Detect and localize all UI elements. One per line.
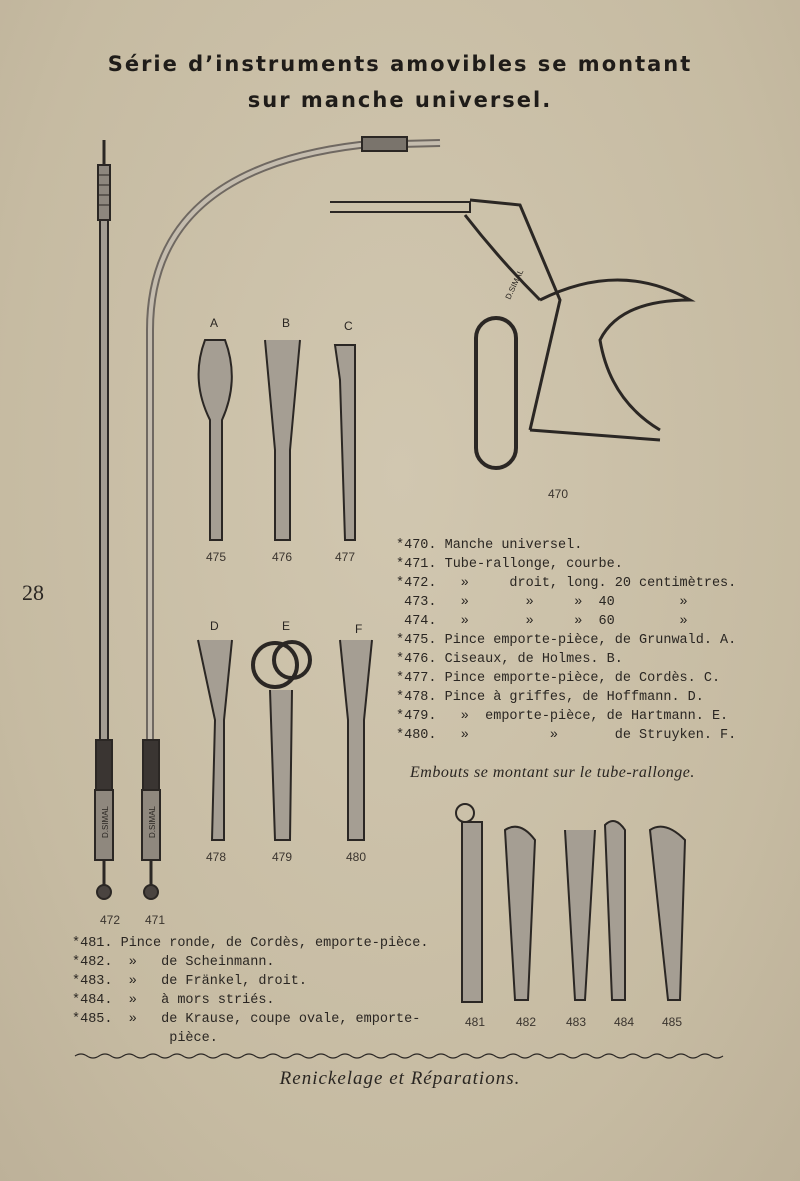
list-item: *475. Pince emporte-pièce, de Grunwald. A. xyxy=(396,633,737,648)
label-470: 470 xyxy=(548,487,569,501)
embouts-heading: Embouts se montant sur le tube-rallonge. xyxy=(410,764,695,781)
list-item: *479. » emporte-pièce, de Hartmann. E. xyxy=(396,709,729,724)
list-item: *477. Pince emporte-pièce, de Cordès. C. xyxy=(396,671,721,686)
list-item: *472. » droit, long. 20 centimètres. xyxy=(396,576,737,591)
instrument-list-embouts xyxy=(72,934,428,1048)
list-item: *484. » à mors striés. xyxy=(72,993,275,1008)
list-item: *476. Ciseaux, de Holmes. B. xyxy=(396,652,623,667)
label-475: 475 xyxy=(206,550,227,564)
list-item: pièce. xyxy=(72,1031,218,1046)
straight-tube-472-drawing xyxy=(95,140,113,899)
letter-C: C xyxy=(344,319,353,333)
universal-handle-470-drawing xyxy=(330,200,690,468)
list-item: *471. Tube-rallonge, courbe. xyxy=(396,557,623,572)
label-485: 485 xyxy=(662,1015,683,1029)
list-item: *481. Pince ronde, de Cordès, emporte-pièce. xyxy=(72,936,429,951)
wavy-divider xyxy=(75,1054,723,1058)
list-item: 473. » » » 40 » xyxy=(396,595,688,610)
label-480: 480 xyxy=(346,850,367,864)
list-item: *480. » » de Struyken. F. xyxy=(396,728,737,743)
letter-E: E xyxy=(282,619,291,633)
letter-B: B xyxy=(282,316,291,330)
footer-text: Renickelage et Réparations. xyxy=(279,1068,521,1089)
list-item: *470. Manche universel. xyxy=(396,538,583,553)
instrument-list-main xyxy=(396,536,736,745)
letter-F: F xyxy=(355,622,363,636)
instruments-def-drawing xyxy=(198,640,372,840)
maker-mark-470: D.SIMAL xyxy=(503,268,526,301)
label-479: 479 xyxy=(272,850,293,864)
label-476: 476 xyxy=(272,550,293,564)
label-471: 471 xyxy=(145,913,166,927)
instruments-abc-drawing xyxy=(199,340,355,540)
label-481: 481 xyxy=(465,1015,486,1029)
list-item: *478. Pince à griffes, de Hoffmann. D. xyxy=(396,690,704,705)
list-item: *485. » de Krause, coupe ovale, emporte- xyxy=(72,1012,421,1027)
label-482: 482 xyxy=(516,1015,537,1029)
page-title-line2: sur manche universel. xyxy=(247,88,553,112)
label-484: 484 xyxy=(614,1015,635,1029)
letter-A: A xyxy=(210,316,219,330)
label-472: 472 xyxy=(100,913,121,927)
embouts-481-485-drawing xyxy=(456,804,685,1002)
page-title-line1: Série d’instruments amovibles se montant xyxy=(107,52,693,76)
list-item: *482. » de Scheinmann. xyxy=(72,955,275,970)
label-478: 478 xyxy=(206,850,227,864)
page-number: 28 xyxy=(22,580,44,605)
label-477: 477 xyxy=(335,550,356,564)
list-item: 474. » » » 60 » xyxy=(396,614,688,629)
maker-mark-471: D.SIMAL xyxy=(148,805,157,838)
letter-D: D xyxy=(210,619,219,633)
maker-mark-472: D.SIMAL xyxy=(101,805,110,838)
list-item: *483. » de Fränkel, droit. xyxy=(72,974,307,989)
label-483: 483 xyxy=(566,1015,587,1029)
